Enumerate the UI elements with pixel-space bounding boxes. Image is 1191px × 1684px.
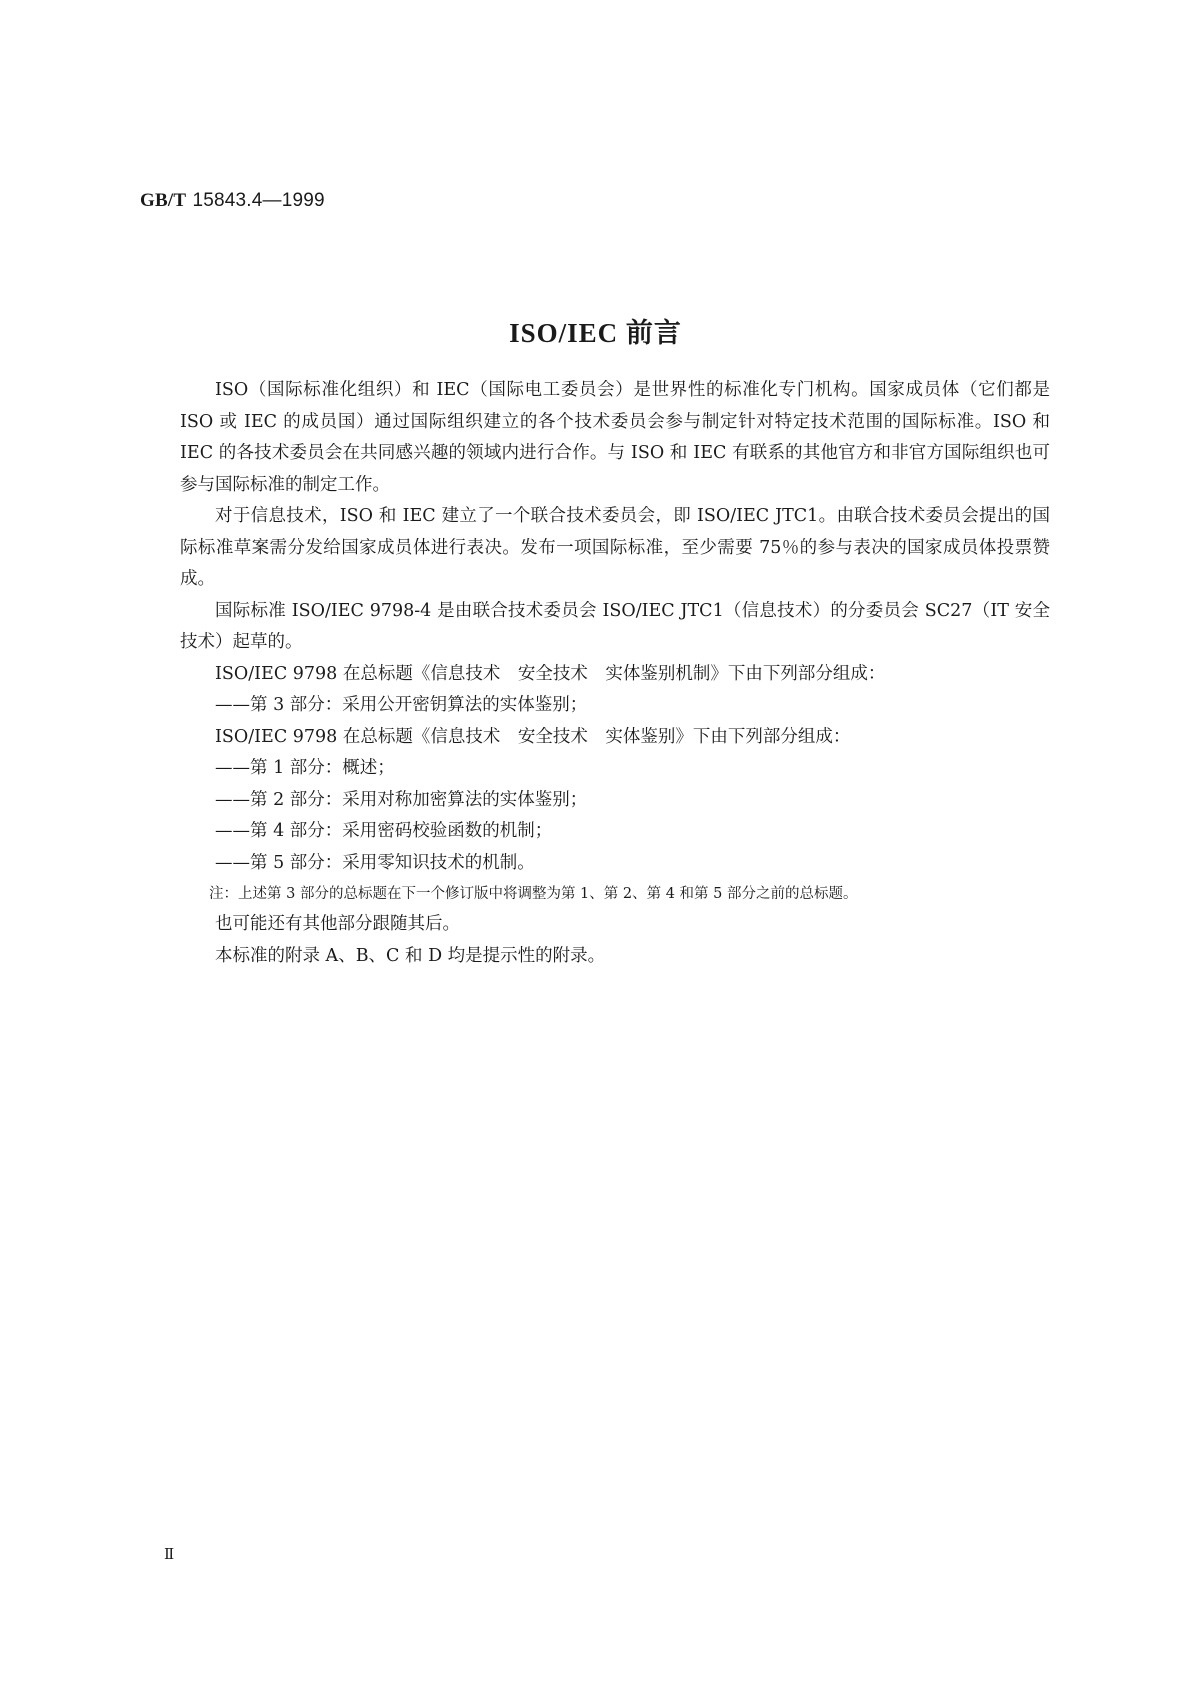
standard-code-number: 15843.4—1999 [192, 190, 325, 211]
closing-line-annexes: 本标准的附录 A、B、C 和 D 均是提示性的附录。 [215, 945, 606, 966]
standard-code-prefix: GB/T [140, 190, 187, 211]
paragraph-jtc1: 对于信息技术，ISO 和 IEC 建立了一个联合技术委员会，即 ISO/IEC JTC1。由联合技术委员会提出的国际标准草案需分发给国家成员体进行表决。发布一项国际标准，至少需要 75％的参与表决的国家成员体投票赞成。 [180, 506, 1050, 589]
parts-heading-2: ISO/IEC 9798 在总标题《信息技术 安全技术 实体鉴别》下由下列部分组成： [215, 726, 851, 747]
note: 注：上述第 3 部分的总标题在下一个修订版中将调整为第 1、第 2、第 4 和第 5 部分之前的总标题。 [209, 886, 858, 902]
page-number: Ⅱ [164, 1545, 175, 1563]
parts-heading-1: ISO/IEC 9798 在总标题《信息技术 安全技术 实体鉴别机制》下由下列部分组成： [215, 663, 886, 684]
paragraph-drafting: 国际标准 ISO/IEC 9798-4 是由联合技术委员会 ISO/IEC JTC1（信息技术）的分委员会 SC27（IT 安全技术）起草的。 [180, 600, 1050, 652]
foreword-body [180, 375, 1050, 972]
list-item-part-2: ——第 2 部分：采用对称加密算法的实体鉴别； [215, 789, 588, 810]
list-item-part-4: ——第 4 部分：采用密码校验函数的机制； [215, 821, 553, 841]
page-title: ISO/IEC 前言 [509, 318, 682, 348]
standard-code [140, 189, 325, 212]
closing-line-other-parts: 也可能还有其他部分跟随其后。 [215, 914, 460, 934]
paragraph-iso-iec-intro: ISO（国际标准化组织）和 IEC（国际电工委员会）是世界性的标准化专门机构。国家成员体（它们都是 ISO 或 IEC 的成员国）通过国际组织建立的各个技术委员会参与制定针对特定技术范围的国际标准。ISO 和 IEC 的各技术委员会在共同感兴趣的领域内进行合作。与 ISO 和 IEC 有联系的其他官方和非官方国际组织也可参与国际标准的制定工作。 [180, 380, 1050, 495]
list-item-part-3: ——第 3 部分：采用公开密钥算法的实体鉴别； [215, 695, 588, 715]
list-item-part-5: ——第 5 部分：采用零知识技术的机制。 [215, 852, 535, 873]
list-item-part-1: ——第 1 部分：概述； [215, 758, 395, 778]
